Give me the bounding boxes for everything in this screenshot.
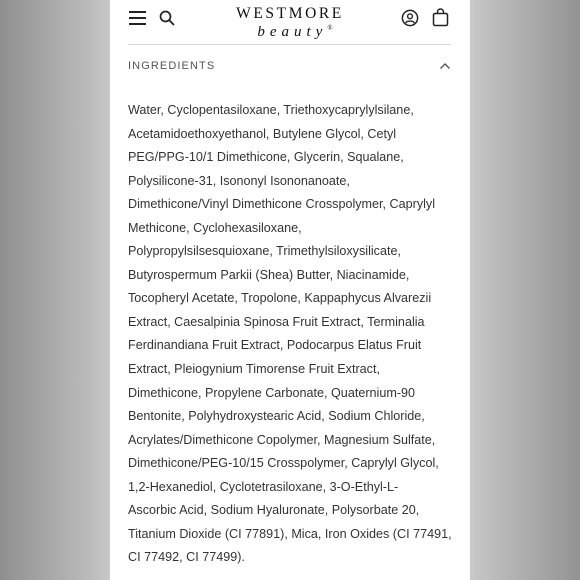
logo-subtext (200, 20, 380, 40)
ingredients-line: Dimethicone/PEG-10/15 Crosspolymer, Caprylyl Glycol, (128, 456, 439, 471)
chevron-up-icon[interactable] (439, 62, 451, 70)
ingredients-line: Ascorbic Acid, Sodium Hyaluronate, Polysorbate 20, (128, 503, 420, 518)
menu-icon-bar (129, 17, 146, 19)
site-header (110, 0, 470, 38)
ingredients-line: Butyrospermum Parkii (Shea) Butter, Niacinamide, (128, 267, 410, 282)
account-icon[interactable] (401, 9, 419, 27)
ingredients-line: Water, Cyclopentasiloxane, Triethoxycaprylylsilane, (128, 103, 414, 117)
bag-icon[interactable] (432, 8, 449, 27)
ingredients-line: Ferdinandiana Fruit Extract, Podocarpus Elatus Fruit (128, 338, 422, 353)
ingredients-line: Polypropylsilsesquioxane, Trimethylsiloxysilicate, (128, 244, 401, 259)
ingredients-line: PEG/PPG-10/1 Dimethicone, Glycerin, Squalane, (128, 150, 404, 165)
menu-icon[interactable] (129, 11, 146, 25)
ingredients-line: Dimethicone/Vinyl Dimethicone Crosspolymer, Caprylyl (128, 197, 436, 212)
ingredients-accordion-toggle[interactable] (128, 58, 451, 78)
logo-subtext-word: beauty (257, 24, 328, 40)
ingredients-line: Extract, Caesalpinia Spinosa Fruit Extract, Terminalia (128, 314, 425, 329)
accordion-title: INGREDIENTS (128, 60, 216, 72)
ingredients-line: CI 77492, CI 77499). (128, 550, 245, 565)
ingredients-line: Bentonite, Polyhydroxystearic Acid, Sodium Chloride, (128, 409, 425, 424)
brand-logo[interactable] (200, 6, 380, 40)
search-icon[interactable] (159, 10, 175, 26)
ingredients-line: Titanium Dioxide (CI 77891), Mica, Iron Oxides (CI 77491, (128, 526, 452, 541)
header-divider (128, 44, 451, 45)
ingredients-line: Tocopheryl Acetate, Tropolone, Kappaphycus Alvarezii (128, 291, 432, 306)
menu-icon-bar (129, 23, 146, 25)
ingredients-line: Extract, Pleiogynium Timorense Fruit Extract, (128, 362, 380, 377)
ingredients-line: Dimethicone, Propylene Carbonate, Quaternium-90 (128, 385, 416, 400)
ingredients-list (128, 99, 458, 570)
registered-mark: ® (327, 24, 333, 32)
ingredients-line: 1,2-Hexanediol, Cyclotetrasiloxane, 3-O-Ethyl-L- (128, 479, 399, 494)
menu-icon-bar (129, 11, 146, 13)
ingredients-line: Methicone, Cyclohexasiloxane, (128, 220, 302, 235)
ingredients-line: Acrylates/Dimethicone Copolymer, Magnesium Sulfate, (128, 432, 436, 447)
logo-wordmark: WESTMORE (236, 5, 344, 22)
ingredients-line: Acetamidoethoxyethanol, Butylene Glycol, Cetyl (128, 126, 397, 141)
product-page (110, 0, 470, 580)
ingredients-line: Polysilicone-31, Isononyl Isononanoate, (128, 173, 350, 188)
